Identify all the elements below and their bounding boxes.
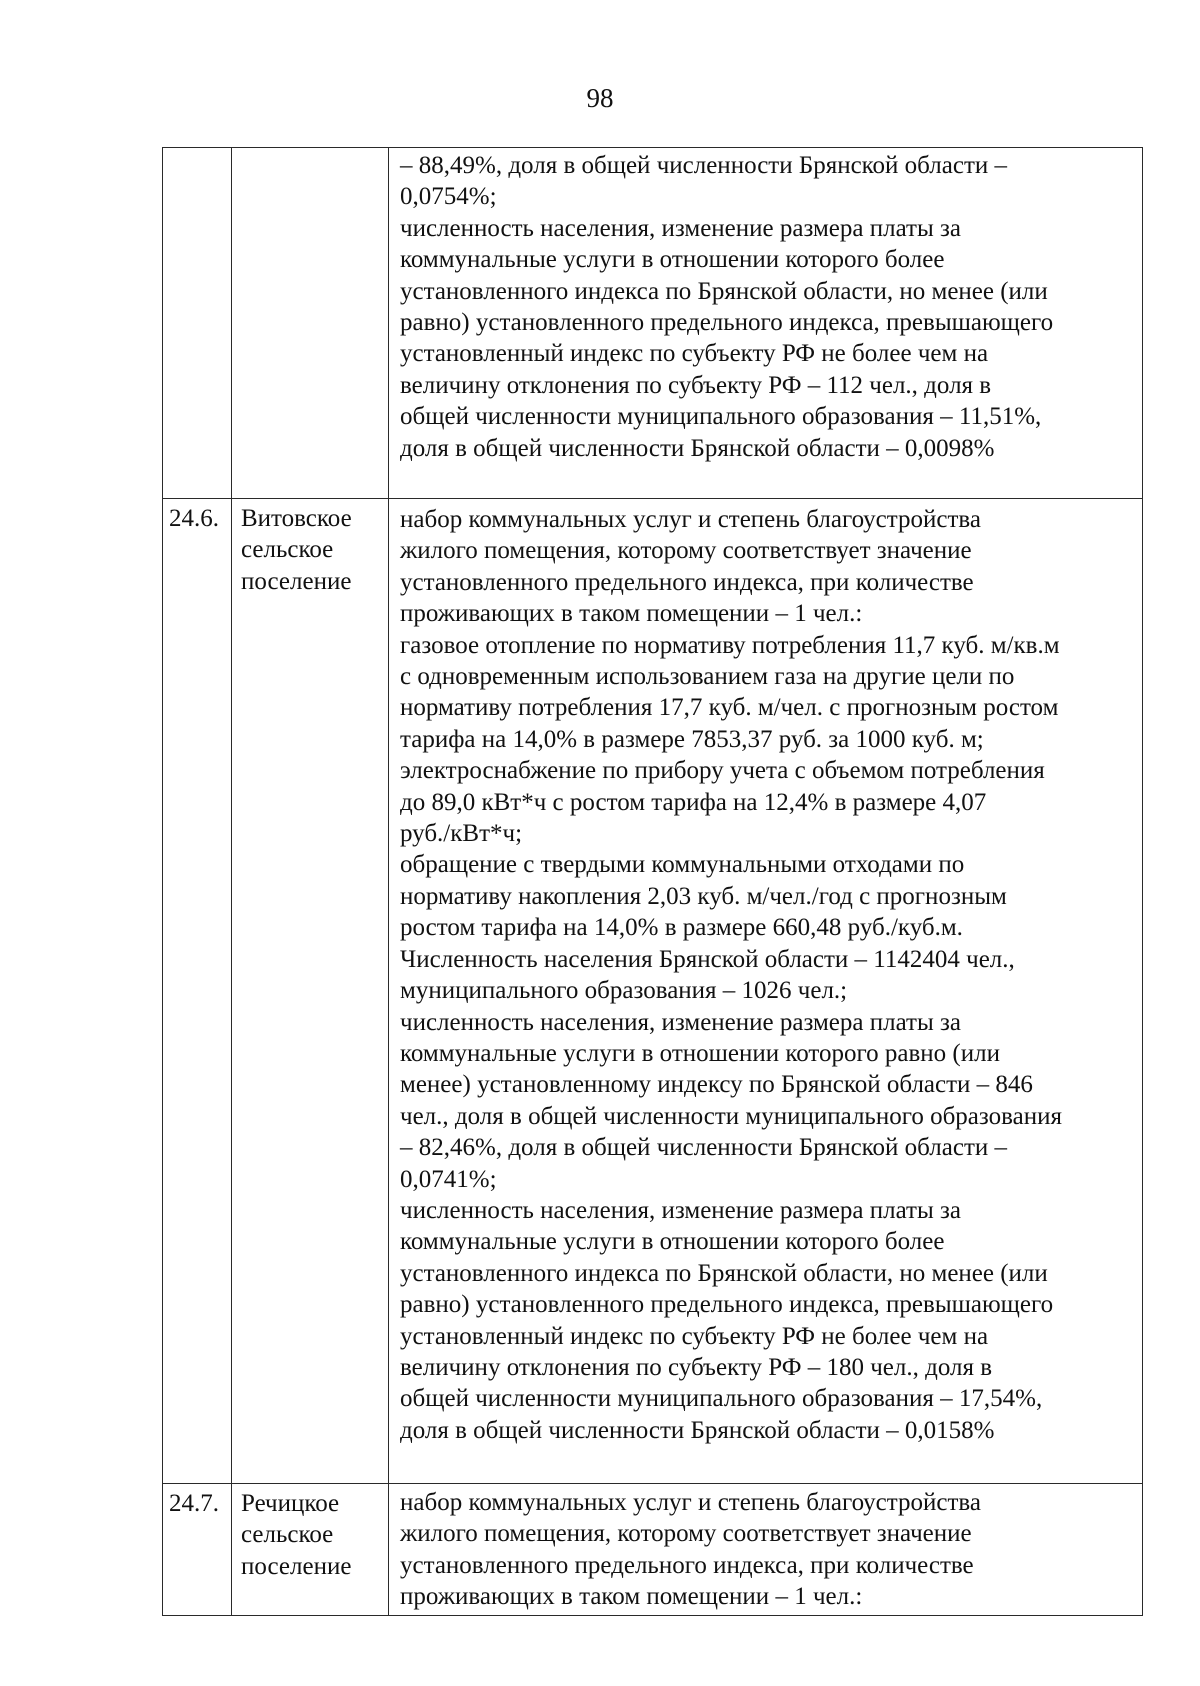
row-number-cell: [163, 499, 232, 1484]
description-line: 0,0754%;: [400, 183, 497, 211]
page-number: 98: [586, 83, 614, 113]
description-line: Численность населения Брянской области – 1142404 чел.,: [400, 945, 1015, 973]
description-line: общей численности муниципального образования – 11,51%,: [400, 403, 1042, 431]
description-line: установленного индекса по Брянской области, но менее (или: [400, 277, 1048, 305]
description-line: установленного предельного индекса, при количестве: [400, 568, 974, 596]
table-row: [163, 148, 1143, 499]
description-line: проживающих в таком помещении – 1 чел.:: [400, 600, 863, 628]
description-line: набор коммунальных услуг и степень благоустройства: [400, 1489, 981, 1516]
settlement-name-line: сельское: [241, 1521, 334, 1549]
description-line: нормативу потребления 17,7 куб. м/чел. с прогнозным ростом: [400, 694, 1059, 722]
description-line: коммунальные услуги в отношении которого более: [400, 246, 945, 274]
description-line: коммунальные услуги в отношении которого более: [400, 1228, 945, 1256]
description-line: численность населения, изменение размера платы за: [400, 1008, 961, 1036]
settlement-name-line: сельское: [241, 536, 334, 564]
settlement-name-cell: [232, 1484, 389, 1616]
settlement-name: [232, 499, 388, 597]
settlement-name-line: Витовское: [241, 505, 352, 532]
description-line: величину отклонения по субъекту РФ – 112 чел., доля в: [400, 371, 992, 399]
description-line: чел., доля в общей численности муниципального образования: [400, 1102, 1062, 1130]
description-line: муниципального образования – 1026 чел.;: [400, 977, 848, 1005]
description-line: электроснабжение по прибору учета с объемом потребления: [400, 757, 1045, 785]
table-row: [163, 499, 1143, 1484]
row-number-cell: [163, 148, 232, 499]
settlement-name-line: поселение: [241, 567, 352, 595]
description-line: – 88,49%, доля в общей численности Брянской области –: [400, 152, 1007, 179]
description-line: коммунальные услуги в отношении которого равно (или: [400, 1039, 1000, 1067]
description-line: установленного индекса по Брянской области, но менее (или: [400, 1259, 1048, 1287]
description-line: газовое отопление по нормативу потребления 11,7 куб. м/кв.м: [400, 631, 1060, 659]
settlement-name-cell: [232, 499, 389, 1484]
description-line: обращение с твердыми коммунальными отходами по: [400, 851, 965, 879]
description-line: установленного предельного индекса, при количестве: [400, 1551, 974, 1579]
description-line: равно) установленного предельного индекса, превышающего: [400, 1291, 1054, 1319]
description-line: ростом тарифа на 14,0% в размере 660,48 руб./куб.м.: [400, 914, 963, 942]
description-line: руб./кВт*ч;: [400, 820, 523, 848]
row-number: 24.7.: [169, 1490, 219, 1517]
tariff-table: [162, 147, 1143, 1616]
description-cell: [389, 148, 1143, 499]
description-line: нормативу накопления 2,03 куб. м/чел./год с прогнозным: [400, 882, 1007, 910]
table-row: [163, 1484, 1143, 1616]
description-line: тарифа на 14,0% в размере 7853,37 руб. за 1000 куб. м;: [400, 725, 984, 753]
description-line: численность населения, изменение размера платы за: [400, 214, 961, 242]
description-line: численность населения, изменение размера платы за: [400, 1196, 961, 1224]
settlement-name: [232, 148, 388, 152]
description-line: – 82,46%, доля в общей численности Брянской области –: [400, 1134, 1007, 1162]
row-number-cell: [163, 1484, 232, 1616]
description-line: с одновременным использованием газа на другие цели по: [400, 663, 1015, 691]
row-number: 24.6.: [169, 505, 219, 532]
description-line: менее) установленному индексу по Брянской области – 846: [400, 1071, 1033, 1099]
description-line: до 89,0 кВт*ч с ростом тарифа на 12,4% в размере 4,07: [400, 788, 987, 816]
description-line: установленный индекс по субъекту РФ не более чем на: [400, 340, 989, 368]
settlement-name-line: поселение: [241, 1552, 352, 1580]
description-line: жилого помещения, которому соответствует значение: [400, 537, 972, 565]
description-line: общей численности муниципального образования – 17,54%,: [400, 1385, 1043, 1413]
description-cell: [389, 1484, 1143, 1616]
description-line: набор коммунальных услуг и степень благоустройства: [400, 506, 981, 533]
description-line: доля в общей численности Брянской области – 0,0158%: [400, 1416, 995, 1444]
description-line: проживающих в таком помещении – 1 чел.:: [400, 1583, 863, 1611]
description-line: жилого помещения, которому соответствует значение: [400, 1520, 972, 1548]
settlement-name-line: Речицкое: [241, 1490, 340, 1517]
description-cell: [389, 499, 1143, 1484]
description-line: равно) установленного предельного индекса, превышающего: [400, 309, 1054, 337]
settlement-name-cell: [232, 148, 389, 499]
description-line: доля в общей численности Брянской области – 0,0098%: [400, 434, 995, 462]
description-line: установленный индекс по субъекту РФ не более чем на: [400, 1322, 989, 1350]
settlement-name: [232, 1484, 388, 1582]
description-line: 0,0741%;: [400, 1165, 497, 1193]
row-number: [163, 148, 231, 152]
description-line: величину отклонения по субъекту РФ – 180 чел., доля в: [400, 1353, 993, 1381]
